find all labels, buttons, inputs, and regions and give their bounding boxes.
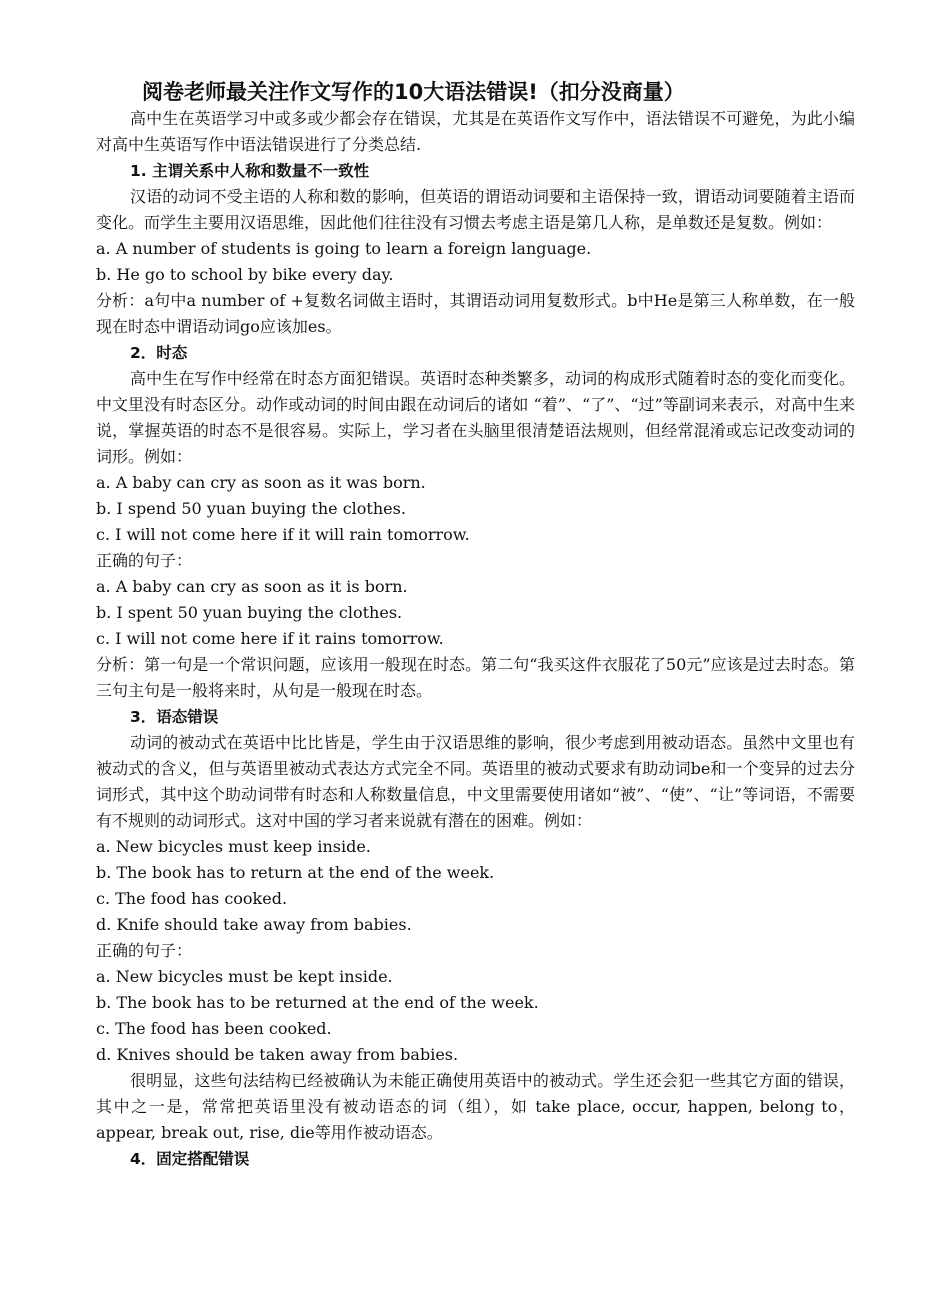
section-4-heading: 4．固定搭配错误 [130, 1150, 250, 1168]
section-3-closing: 很明显，这些句法结构已经被确认为未能正确使用英语中的被动式。学生还会犯一些其它方面的错误，其中之一是，常常把英语里没有被动语态的词（组），如 take place, occur, happen, belong to，appear, break out, rise, die等用作被动语态。 [96, 1071, 855, 1142]
section-2-heading: 2．时态 [130, 344, 188, 362]
section-3-heading: 3．语态错误 [130, 708, 219, 726]
example-line: a. A baby can cry as soon as it was born. [96, 473, 426, 492]
example-line: a. A baby can cry as soon as it is born. [96, 577, 408, 596]
section-3-paragraph: 动词的被动式在英语中比比皆是，学生由于汉语思维的影响，很少考虑到用被动语态。虽然中文里也有被动式的含义，但与英语里被动式表达方式完全不同。英语里的被动式要求有助动词be和一个变异的过去分词形式，其中这个助动词带有时态和人称数量信息，中文里需要使用诸如“被”、“使”、“让”等词语，不需要有不规则的动词形式。这对中国的学习者来说就有潜在的困难。例如： [96, 733, 855, 830]
example-line: b. The book has to return at the end of the week. [96, 863, 495, 882]
section-2-paragraph: 高中生在写作中经常在时态方面犯错误。英语时态种类繁多，动词的构成形式随着时态的变化而变化。中文里没有时态区分。动作或动词的时间由跟在动词后的诸如 “着”、“了”、“过”等副词来表示，对高中生来说，掌握英语的时态不是很容易。实际上，学习者在头脑里很清楚语法规则，但经常混淆或忘记改变动词的词形。例如： [96, 369, 855, 466]
example-line: b. The book has to be returned at the end of the week. [96, 993, 539, 1012]
example-line: a. New bicycles must keep inside. [96, 837, 371, 856]
example-line: c. The food has cooked. [96, 889, 288, 908]
correct-label: 正确的句子： [96, 551, 193, 570]
example-line: c. I will not come here if it will rain tomorrow. [96, 525, 470, 544]
example-line: c. I will not come here if it rains tomorrow. [96, 629, 444, 648]
correct-label: 正确的句子： [96, 941, 193, 960]
section-2-analysis: 分析：第一句是一个常识问题，应该用一般现在时态。第二句“我买这件衣服花了50元”应该是过去时态。第三句主句是一般将来时，从句是一般现在时态。 [96, 655, 855, 700]
intro-paragraph: 高中生在英语学习中或多或少都会存在错误，尤其是在英语作文写作中，语法错误不可避免，为此小编对高中生英语写作中语法错误进行了分类总结. [96, 109, 855, 154]
example-line: b. I spend 50 yuan buying the clothes. [96, 499, 406, 518]
example-line: d. Knife should take away from babies. [96, 915, 412, 934]
document-title: 阅卷老师最关注作文写作的10大语法错误!（扣分没商量） [142, 80, 685, 104]
example-line: b. He go to school by bike every day. [96, 265, 394, 284]
section-1-heading: 1. 主谓关系中人称和数量不一致性 [130, 162, 370, 180]
section-1-paragraph: 汉语的动词不受主语的人称和数的影响，但英语的谓语动词要和主语保持一致，谓语动词要随着主语而变化。而学生主要用汉语思维，因此他们往往没有习惯去考虑主语是第几人称，是单数还是复数。例如： [96, 187, 855, 232]
example-line: d. Knives should be taken away from babies. [96, 1045, 459, 1064]
example-line: c. The food has been cooked. [96, 1019, 332, 1038]
section-1-analysis: 分析：a句中a number of +复数名词做主语时，其谓语动词用复数形式。b中He是第三人称单数，在一般现在时态中谓语动词go应该加es。 [96, 291, 855, 336]
example-line: a. New bicycles must be kept inside. [96, 967, 393, 986]
example-line: b. I spent 50 yuan buying the clothes. [96, 603, 403, 622]
example-line: a. A number of students is going to learn a foreign language. [96, 239, 592, 258]
